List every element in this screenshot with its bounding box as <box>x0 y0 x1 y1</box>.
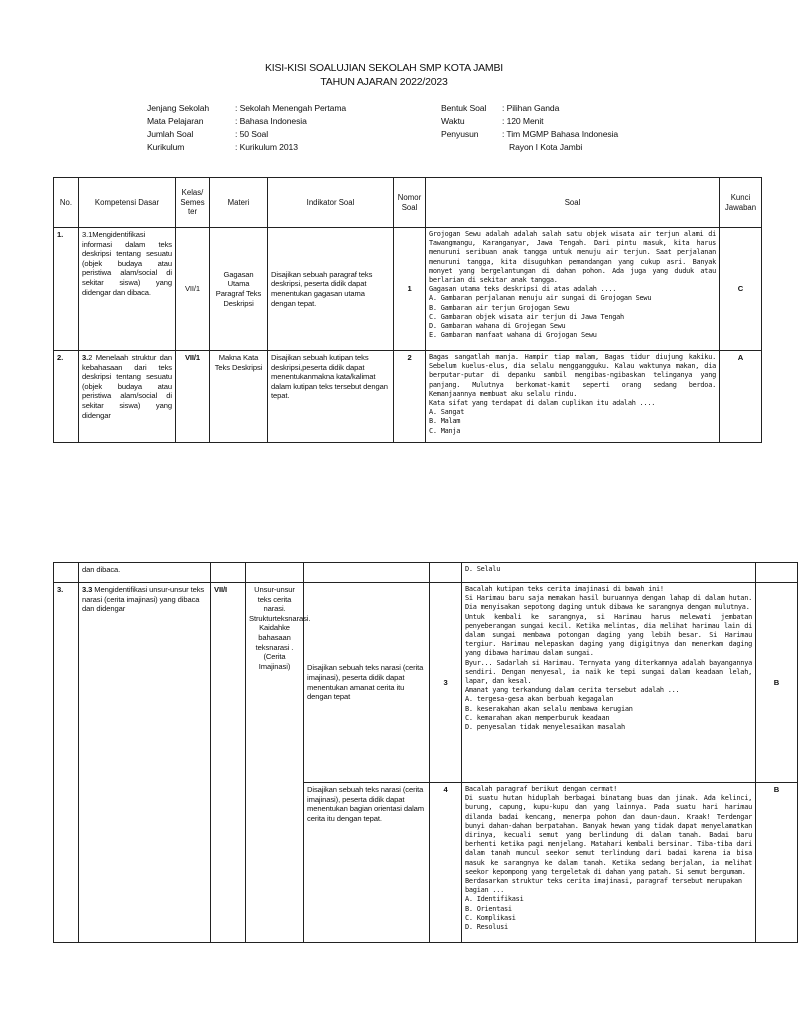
meta-label: Jumlah Soal <box>147 129 194 139</box>
nomor-soal-cell: 4 <box>430 783 462 943</box>
header-no: No. <box>54 178 79 228</box>
kunci-jawaban-cell: B <box>756 583 798 783</box>
meta-value: : Tim MGMP Bahasa Indonesia <box>502 129 619 139</box>
soal-text: Untuk kembali ke sarangnya, si Harimau harus melewati jembatan penyeberangan sungai kecil. Ketika melintas, dia melihat harimau lain di dalam sungai membawa potongan daging yang lebih besar. Si Harimau tergiur. Harimau melepaskan daging yang digigitnya dan menerkam daging yang dibawa harimau dalam sungai. <box>465 612 752 658</box>
nomor-soal-cell: 3 <box>430 583 462 783</box>
kd-text: 2 Menelaah struktur dan kebahasaan dari teks deskripsi tentang sesuatu (objek budaya atau peristiwa alam/social di sekitar siswa) yang didengar <box>82 353 172 420</box>
answer-option: A. tergesa-gesa akan berbuah kegagalan <box>465 695 614 704</box>
soal-cell <box>462 583 756 783</box>
soal-text: Byur... Sadarlah si Harimau. Ternyata yang diterkamnya adalah bayangannya sendiri. Dengan menyesal, ia naik ke tepi sungai dalam keadaan lelah, lapar, dan kesal. <box>465 658 752 686</box>
soal-cell <box>426 228 720 351</box>
answer-option: A. Identifikasi <box>465 895 524 904</box>
meta-label: Jenjang Sekolah <box>147 103 210 113</box>
header-nomor-soal: Nomor Soal <box>394 178 426 228</box>
table-row <box>54 583 798 783</box>
answer-option: B. Malam <box>429 417 461 426</box>
soal-cell: D. Selalu <box>462 563 756 583</box>
kompetensi-dasar-cell: dan dibaca. <box>79 563 211 583</box>
answer-option: D. Resolusi <box>465 923 508 932</box>
meta-row-waktu <box>441 115 618 128</box>
meta-label: Waktu <box>441 116 465 126</box>
header-kompetensi-dasar: Kompetensi Dasar <box>79 178 176 228</box>
meta-value: : Sekolah Menengah Pertama <box>235 103 347 113</box>
meta-right <box>441 102 618 154</box>
soal-cell <box>462 783 756 943</box>
indikator-cell: Disajikan sebuah teks narasi (cerita imajinasi), peserta didik dapat menentukan amanat cerita itu dengan tepat <box>304 583 430 783</box>
meta-value: : Pilihan Ganda <box>502 103 560 113</box>
answer-option: B. Gambaran air terjun Grojogan Sewu <box>429 303 570 312</box>
kd-text: Mengidentifikasi unsur-unsur teks narasi (cerita imajinasi) yang dibaca dan didengar <box>82 585 205 614</box>
answer-option: C. kemarahan akan memperburuk keadaan <box>465 713 610 722</box>
kunci-jawaban-cell: A <box>720 351 762 443</box>
soal-instruction: Bacalah paragraf berikut dengan cermat! <box>465 785 618 793</box>
row-number <box>54 563 79 583</box>
answer-option: C. Manja <box>429 426 461 435</box>
kelas-cell: VII/1 <box>176 351 210 443</box>
header-soal: Soal <box>426 178 720 228</box>
meta-left <box>147 102 346 154</box>
answer-option: A. Gambaran perjalanan menuju air sungai di Grojogan Sewu <box>429 294 652 303</box>
kunci-jawaban-cell: B <box>756 783 798 943</box>
meta-row-bentuk <box>441 102 618 115</box>
meta-value: : 50 Soal <box>235 129 269 139</box>
soal-question: Berdasarkan struktur teks cerita imajinasi, paragraf tersebut merupakan bagian ... <box>465 877 742 895</box>
materi-cell: Unsur-unsur teks cerita narasi. Strukturteksnarasi. Kaidahke bahasaan teksnarasi . (Cerita Imajinasi) <box>246 583 304 943</box>
kelas-cell: VII/1 <box>176 228 210 351</box>
materi-cell: Gagasan Utama Paragraf Teks Deskripsi <box>210 228 268 351</box>
materi-cell <box>246 563 304 583</box>
kd-number: 3.3 <box>82 585 93 594</box>
row-number: 1. <box>54 228 79 351</box>
answer-option: E. Gambaran manfaat wahana di Grojogan Sewu <box>429 331 597 340</box>
answer-option: A. Sangat <box>429 408 465 417</box>
nomor-soal-cell: 1 <box>394 228 426 351</box>
kd-number: 3. <box>82 353 89 362</box>
kunci-jawaban-cell: C <box>720 228 762 351</box>
table-header-row <box>54 178 762 228</box>
kisi-kisi-table-page1 <box>53 177 762 443</box>
soal-question: Gagasan utama teks deskripsi di atas adalah .... <box>429 285 617 294</box>
soal-cell <box>426 351 720 443</box>
indikator-cell <box>304 563 430 583</box>
nomor-soal-cell: 2 <box>394 351 426 443</box>
header-kelas-semester: Kelas/ Semes ter <box>176 178 210 228</box>
meta-row-mapel <box>147 115 346 128</box>
indikator-cell: Disajikan sebuah teks narasi (cerita imajinasi), peserta didik dapat menentukan bagian orientasi dalam cerita itu dengan tepat. <box>304 783 430 943</box>
row-number: 2. <box>54 351 79 443</box>
meta-row-jenjang <box>147 102 346 115</box>
kelas-cell: VII/I <box>211 583 246 943</box>
answer-option: C. Komplikasi <box>465 913 516 922</box>
kisi-kisi-table-page2 <box>53 562 798 943</box>
answer-option: D. Gambaran wahana di Grojegan Sewu <box>429 322 566 331</box>
nomor-soal-cell <box>430 563 462 583</box>
meta-value: Rayon I Kota Jambi <box>509 142 583 152</box>
materi-cell: Makna Kata Teks Deskripsi <box>210 351 268 443</box>
kunci-jawaban-cell <box>756 563 798 583</box>
document-title: KISI-KISI SOALUJIAN SEKOLAH SMP KOTA JAMBI <box>264 62 504 74</box>
kompetensi-dasar-cell: 3.1Mengidentifikasi informasi dalam teks deskripsi tentang sesuatu (objek budaya atau peristiwa alam/social di sekitar siswa) yang didengar dan dibaca. <box>79 228 176 351</box>
soal-instruction: Bacalah kutipan teks cerita imajinasi di bawah ini! <box>465 585 664 593</box>
soal-text: Bagas sangatlah manja. Hampir tiap malam, Bagas tidur diujung kakiku. Sebelum kuelus-elus, dia selalu menggangguku. Kalau waktunya makan, dia berputar-putar di depanku sambil mengibas-ngibaskan telinganya yang panjang. Mulutnya berkomat-kamit seperti orang sedang berdoa. Kemanjaannya membuat aku selalu rindu. <box>429 353 716 398</box>
meta-label: Mata Pelajaran <box>147 116 204 126</box>
meta-value: : 120 Menit <box>502 116 544 126</box>
header-materi: Materi <box>210 178 268 228</box>
soal-question: Kata sifat yang terdapat di dalam cuplikan itu adalah .... <box>429 399 656 408</box>
soal-text: Si Harimau baru saja memakan hasil buruannya dengan lahap di dalam hutan. Dia menyisakan sepotong daging untuk dibawa ke sarangnya dengan mulutnya. <box>465 594 752 612</box>
answer-option: C. Gambaran objek wisata air terjun di Jawa Tengah <box>429 312 624 321</box>
document-subtitle: TAHUN AJARAN 2022/2023 <box>320 76 448 88</box>
meta-row-jumlah <box>147 128 346 141</box>
soal-text: Di suatu hutan hiduplah berbagai binatang buas dan jinak. Ada kelinci, burung, capung, kupu-kupu dan yang lainnya. Pada suatu hari harimau dilanda badai kencang, menerpa pohon dan daun-daun. Kraak! Terdengar bunyi dahan-dahan berpatahan. Banyak hewan yang tidak dapat menyelamatkan dirinya, kecuali semut yang berlindung di dalam tanah. Badai baru berhenti ketika pagi menjelang. Matahari kembali bersinar. Tiba-tiba dari dalam tanah muncul seekor semut terlindung dari badai karena ia bisa masuk ke sarangnya ke dalam tanah. Ketika sedang berjalan, ia melihat seekor kepompong yang tergeletak di dahan yang patah. Si semut bergumam. <box>465 794 752 876</box>
indikator-cell: Disajikan sebuah paragraf teks deskripsi, peserta didik dapat menentukan gagasan utama dengan tepat. <box>268 228 394 351</box>
indikator-cell: Disajikan sebuah kutipan teks deskripsi,peserta didik dapat menentukanmakna kata/kalimat dalam kutipan teks tersebut dengan tepat. <box>268 351 394 443</box>
meta-value: : Kurikulum 2013 <box>235 142 298 152</box>
answer-option: B. keserakahan akan selalu membawa kerugian <box>465 704 633 713</box>
answer-option: B. Orientasi <box>465 904 512 913</box>
kompetensi-dasar-cell <box>79 351 176 443</box>
meta-row-penyusun <box>441 128 618 141</box>
meta-row-rayon <box>441 141 618 154</box>
kompetensi-dasar-cell <box>79 583 211 943</box>
meta-label: Penyusun <box>441 129 479 139</box>
table-row-continued <box>54 563 798 583</box>
meta-row-kurikulum <box>147 141 346 154</box>
row-number: 3. <box>54 583 79 943</box>
answer-option: D. penyesalan tidak menyelesaikan masalah <box>465 723 625 732</box>
meta-label: Bentuk Soal <box>441 103 487 113</box>
soal-question: Amanat yang terkandung dalam cerita tersebut adalah ... <box>465 686 680 695</box>
table-row <box>54 228 762 351</box>
header-kunci-jawaban: Kunci Jawaban <box>720 178 762 228</box>
meta-label: Kurikulum <box>147 142 185 152</box>
header-indikator-soal: Indikator Soal <box>268 178 394 228</box>
meta-value: : Bahasa Indonesia <box>235 116 307 126</box>
table-row <box>54 351 762 443</box>
soal-text: Grojogan Sewu adalah adalah salah satu objek wisata air terjun alami di Tawangmangu, Karanganyar, Jawa Tengah. Dari pintu masuk, kita harus menuruni seribuan anak tangga untuk menuju air terjun. Saat perjalanan menuruni tangga, kita disuguhkan pemandangan yang cukup asri. Banyak monyet yang bergelantungan di dahan pohon. Ada juga yang duduk atau berlarian di sekitar anak tangga. <box>429 230 716 285</box>
kelas-cell <box>211 563 246 583</box>
